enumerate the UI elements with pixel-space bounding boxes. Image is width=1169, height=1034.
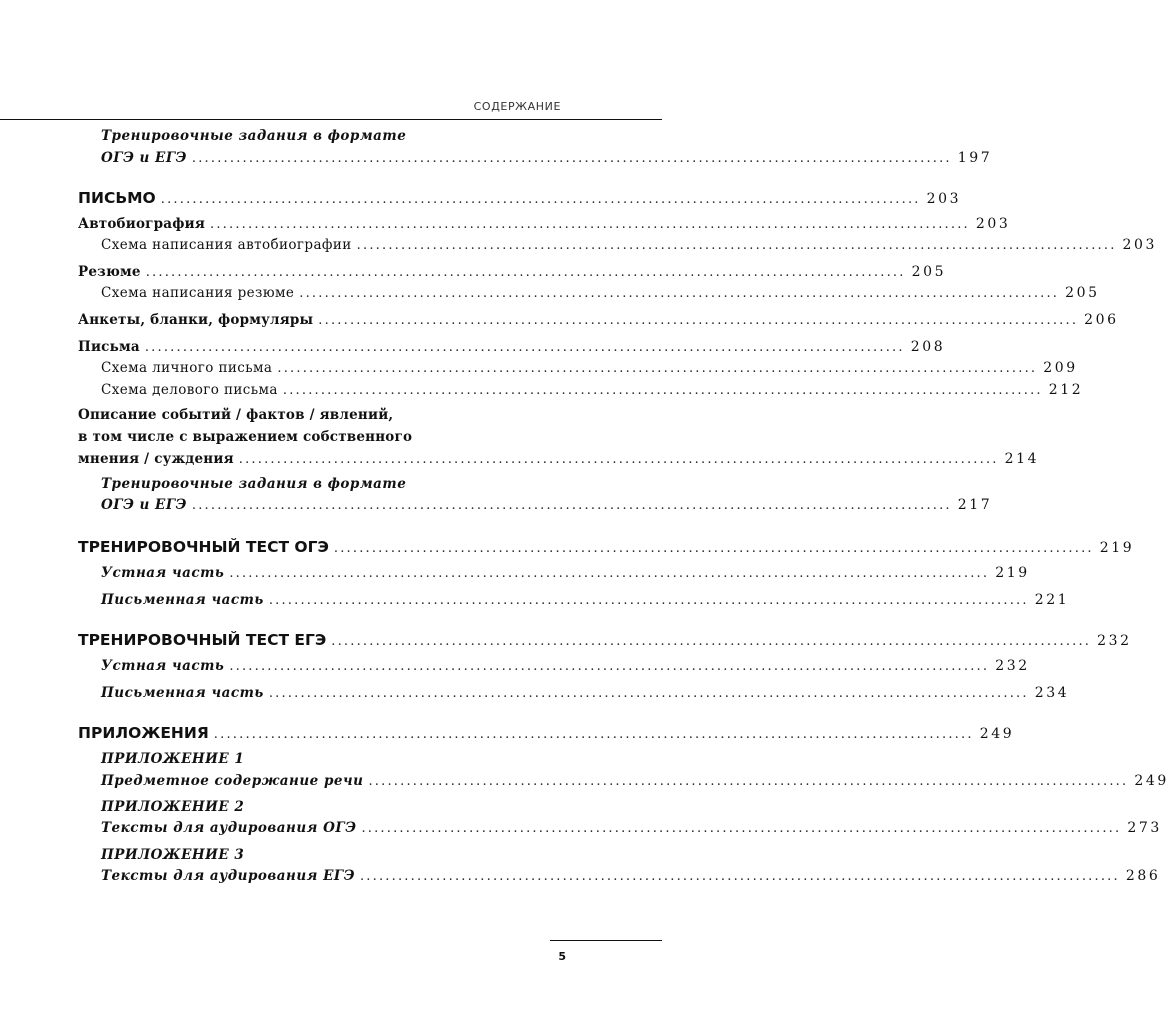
toc-leader: ........................................................................................................................	[359, 869, 1120, 884]
toc-entry	[101, 818, 1162, 838]
toc-subentry	[101, 235, 1158, 255]
toc-page-number: 205	[1065, 285, 1100, 301]
toc-section-title: ПИСЬМО	[78, 189, 156, 207]
toc-entry-title: Устная часть	[101, 658, 225, 674]
toc-page-number: 286	[1125, 868, 1161, 884]
toc-page-number: 209	[1043, 360, 1078, 376]
toc-entry	[78, 262, 947, 282]
toc-section	[78, 723, 1015, 743]
toc-entry	[101, 563, 1030, 583]
toc-leader: ........................................................................................................................	[268, 593, 1029, 608]
toc-leader: ........................................................................................................................	[331, 634, 1092, 649]
toc-entry-title: ПРИЛОЖЕНИЕ 2	[101, 799, 245, 815]
toc-entry	[78, 405, 562, 425]
running-header: СОДЕРЖАНИЕ	[473, 100, 561, 113]
toc-section-title: ПРИЛОЖЕНИЯ	[78, 724, 209, 742]
toc-entry	[78, 214, 1011, 234]
toc-page-number: 221	[1034, 592, 1070, 608]
toc-page-number: 205	[911, 264, 947, 280]
toc-entry	[101, 845, 562, 865]
toc-entry-title: Письма	[78, 339, 140, 355]
toc-entry-title: Схема написания резюме	[101, 285, 295, 301]
toc-entry-title: Автобиография	[78, 216, 205, 232]
toc-leader: ........................................................................................................................	[229, 659, 990, 674]
toc-page-number: 214	[1004, 451, 1040, 467]
toc-page-number: 203	[926, 191, 962, 207]
toc-entry	[101, 495, 993, 515]
toc-entry	[101, 126, 562, 146]
toc-entry	[101, 797, 562, 817]
toc-leader: ........................................................................................................................	[277, 361, 1038, 376]
toc-entry-title: ПРИЛОЖЕНИЕ 1	[101, 751, 245, 767]
footer-rule	[550, 940, 662, 941]
toc-entry-title: Устная часть	[101, 565, 225, 581]
toc-entry	[101, 683, 1070, 703]
toc-page-number: 249	[1134, 773, 1169, 789]
toc-page-number: 206	[1084, 312, 1119, 328]
toc-entry	[78, 427, 562, 447]
toc-page-number: 203	[975, 216, 1011, 232]
toc-entry-title: ПРИЛОЖЕНИЕ 3	[101, 847, 245, 863]
toc-entry-title: Тексты для аудирования ОГЭ	[101, 820, 357, 836]
toc-entry-title: мнения / суждения	[78, 451, 234, 467]
toc-entry-title: Письменная часть	[101, 685, 264, 701]
toc-leader: ........................................................................................................................	[191, 498, 952, 513]
toc-subentry	[101, 358, 1078, 378]
toc-entry-title: Схема делового письма	[101, 382, 278, 398]
toc-entry	[78, 337, 946, 357]
toc-entry-title: Схема личного письма	[101, 360, 273, 376]
toc-page-number: 203	[1122, 237, 1158, 253]
toc-subentry	[101, 380, 1084, 400]
toc-entry-title: ОГЭ и ЕГЭ	[101, 150, 187, 166]
toc-leader: ........................................................................................................................	[144, 340, 905, 355]
toc-leader: ........................................................................................................................	[356, 238, 1117, 253]
toc-leader: ........................................................................................................................	[191, 151, 952, 166]
toc-page-number: 219	[995, 565, 1030, 581]
toc-leader: ........................................................................................................................	[229, 566, 990, 581]
toc-entry	[101, 590, 1070, 610]
page-number: 5	[558, 950, 566, 963]
toc-subentry	[101, 283, 1100, 303]
toc-section	[78, 630, 1132, 650]
toc-page-number: 212	[1048, 382, 1084, 398]
toc-section	[78, 537, 1135, 557]
toc-entry-title: Анкеты, бланки, формуляры	[78, 312, 314, 328]
toc-entry	[78, 310, 1119, 330]
toc-page-number: 234	[1034, 685, 1070, 701]
toc-page-number: 219	[1099, 540, 1135, 556]
toc-leader: ........................................................................................................................	[213, 727, 974, 742]
toc-leader: ........................................................................................................................	[268, 686, 1029, 701]
toc-entry-title: Тренировочные задания в формате	[101, 128, 407, 144]
toc-leader: ........................................................................................................................	[333, 541, 1094, 556]
toc-entry	[101, 148, 993, 168]
toc-entry	[101, 656, 1030, 676]
toc-leader: ........................................................................................................................	[210, 217, 970, 232]
toc-section-title: ТРЕНИРОВОЧНЫЙ ТЕСТ ОГЭ	[78, 538, 329, 556]
toc-leader: ........................................................................................................................	[282, 383, 1043, 398]
toc-leader: ........................................................................................................................	[318, 313, 1079, 328]
toc-page-number: 273	[1127, 820, 1162, 836]
toc-page-number: 217	[957, 497, 993, 513]
toc-entry-title: Тренировочные задания в формате	[101, 476, 407, 492]
toc-entry-title: в том числе с выражением собственного	[78, 429, 413, 445]
toc-entry-title: ОГЭ и ЕГЭ	[101, 497, 187, 513]
toc-entry	[78, 449, 1040, 469]
toc-page-number: 208	[910, 339, 946, 355]
toc-entry	[101, 866, 1161, 886]
toc-entry	[101, 771, 1169, 791]
toc-leader: ........................................................................................................................	[160, 192, 921, 207]
toc-page-number: 197	[957, 150, 993, 166]
toc-leader: ........................................................................................................................	[238, 452, 999, 467]
toc-page-number: 232	[1097, 633, 1132, 649]
toc-entry-title: Резюме	[78, 264, 141, 280]
toc-leader: ........................................................................................................................	[361, 821, 1122, 836]
toc-entry-title: Тексты для аудирования ЕГЭ	[101, 868, 355, 884]
toc-page-number: 232	[995, 658, 1030, 674]
toc-entry-title: Схема написания автобиографии	[101, 237, 352, 253]
toc-section	[78, 188, 962, 208]
toc-entry-title: Предметное содержание речи	[101, 773, 364, 789]
toc-entry-title: Описание событий / фактов / явлений,	[78, 407, 394, 423]
toc-leader: ........................................................................................................................	[299, 286, 1060, 301]
toc-leader: ........................................................................................................................	[368, 774, 1129, 789]
toc-entry	[101, 474, 562, 494]
toc-section-title: ТРЕНИРОВОЧНЫЙ ТЕСТ ЕГЭ	[78, 631, 327, 649]
toc-entry	[101, 749, 562, 769]
toc-leader: ........................................................................................................................	[145, 265, 906, 280]
toc-entry-title: Письменная часть	[101, 592, 264, 608]
toc-page-number: 249	[979, 726, 1015, 742]
